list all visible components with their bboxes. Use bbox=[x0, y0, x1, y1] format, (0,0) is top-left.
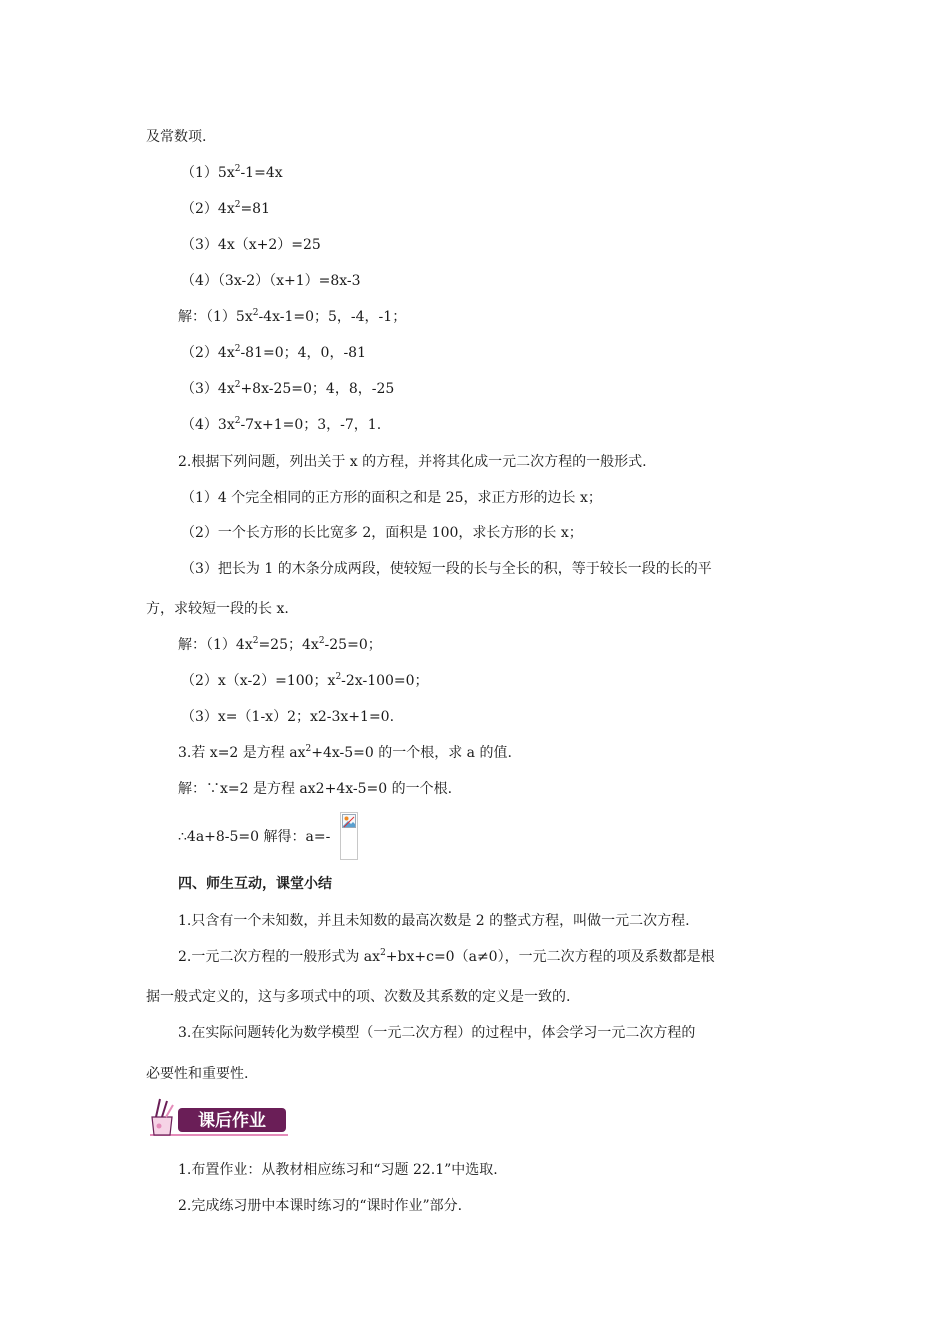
summary-line: 3.在实际问题转化为数学模型（一元二次方程）的过程中，体会学习一元二次方程的 bbox=[178, 1025, 696, 1041]
question-line: 方，求较短一段的长 x. bbox=[146, 601, 289, 617]
homework-line: 2.完成练习册中本课时练习的“课时作业”部分. bbox=[178, 1198, 463, 1214]
question-line: 2.根据下列问题，列出关于 x 的方程，并将其化成一元二次方程的一般形式. bbox=[178, 454, 647, 470]
solution-line: $(4)3x^2-7x+1=0$；3，-7，1. bbox=[181, 416, 382, 433]
summary-line: 必要性和重要性. bbox=[146, 1066, 249, 1082]
solution-line: $(2)4x^2-81=0$；4，0，-81 bbox=[181, 344, 366, 361]
homework-line: 1.布置作业：从教材相应练习和“习题 22.1”中选取. bbox=[178, 1162, 498, 1178]
question-line: （3）把长为 1 的木条分成两段，使较短一段的长与全长的积，等于较长一段的长的平 bbox=[181, 561, 712, 577]
solution-line: 解：$(1)4x^2=25$；$4x^2-25=0$； bbox=[178, 636, 382, 653]
section-heading: 四、师生互动，课堂小结 bbox=[178, 876, 332, 892]
solution-line: 解：$(1)5x^2-4x-1=0$；5，-4，-1； bbox=[178, 308, 407, 325]
equation-line: $(2)4x^2=81$ bbox=[181, 200, 270, 217]
solution-line: $(3)4x^2+8x-25=0$；4，8，-25 bbox=[181, 380, 395, 397]
summary-line: 据一般式定义的，这与多项式中的项、次数及其系数的定义是一致的. bbox=[146, 989, 571, 1005]
summary-line: 2.一元二次方程的一般形式为 $ax^2+bx+c=0(a\ne 0)$，一元二次方程的项及系数都是根 bbox=[178, 948, 715, 965]
solution-line: （2）x（x-2）=100；$x^2-2x-100=0$； bbox=[181, 672, 429, 689]
question-line: （2）一个长方形的长比宽多 2，面积是 100，求长方形的长 x； bbox=[181, 525, 583, 541]
solution-line: 解：∵x=2 是方程 ax2+4x-5=0 的一个根. bbox=[178, 781, 453, 797]
pen-cup-icon bbox=[152, 1099, 173, 1135]
broken-image-icon bbox=[340, 812, 358, 860]
summary-line: 1.只含有一个未知数，并且未知数的最高次数是 2 的整式方程，叫做一元二次方程. bbox=[178, 913, 690, 929]
solution-line: ∴4a+8-5=0 解得：a=- bbox=[178, 829, 331, 845]
question-line: （1）4 个完全相同的正方形的面积之和是 25，求正方形的边长 x； bbox=[181, 490, 602, 506]
equation-line: （4）（3x-2）（x+1）=8x-3 bbox=[181, 273, 361, 289]
badge-label: 课后作业 bbox=[198, 1111, 266, 1131]
equation-line: （3）4x（x+2）=25 bbox=[181, 237, 321, 253]
equation-line: $(1)5x^2-1=4x$ bbox=[181, 164, 283, 181]
solution-line: （3）x=（1-x）2；x2-3x+1=0. bbox=[181, 709, 395, 725]
question-line: 3.若 x=2 是方程 $ax^2+4x-5=0$ 的一个根，求 a 的值. bbox=[178, 744, 512, 761]
text-line: 及常数项. bbox=[146, 129, 207, 145]
homework-badge bbox=[146, 1095, 291, 1139]
